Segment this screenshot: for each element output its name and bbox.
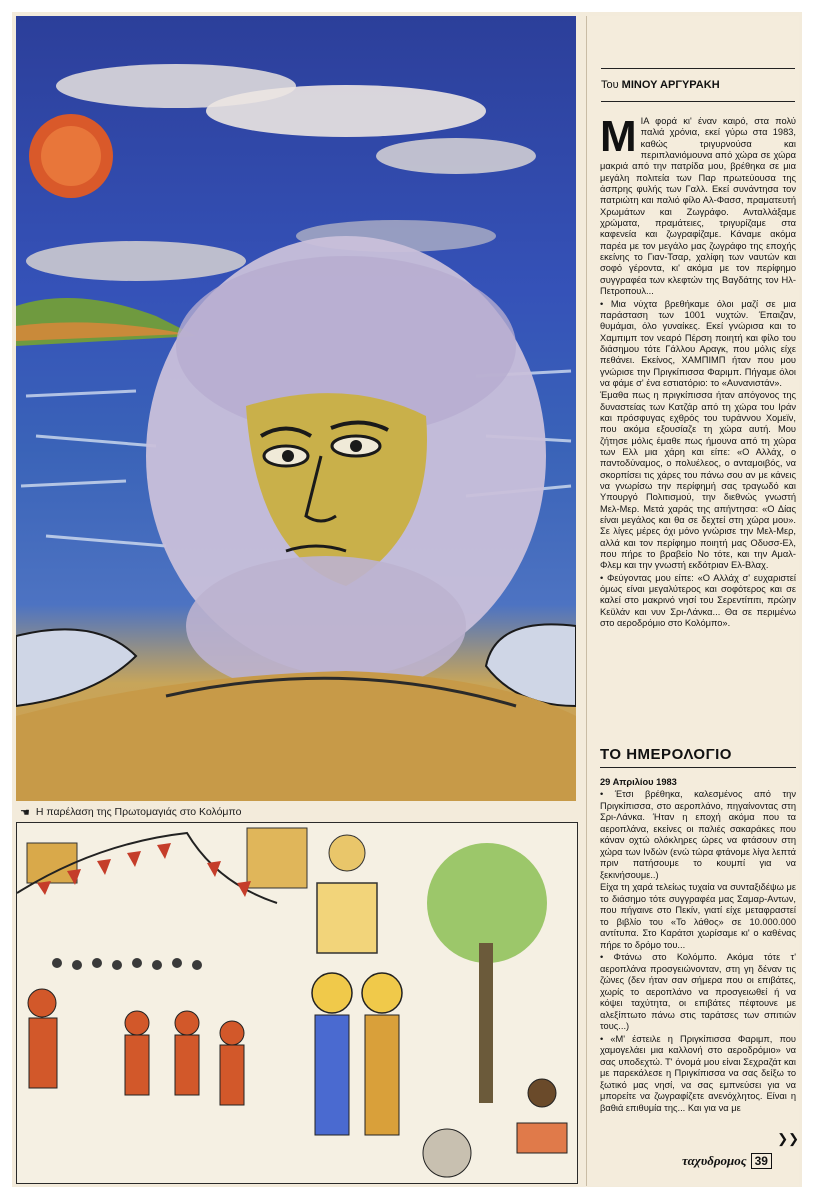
author-byline (601, 68, 795, 102)
page-number: 39 (751, 1153, 772, 1169)
drawing-may-day-parade (16, 822, 578, 1184)
page-footer (682, 1153, 772, 1169)
byline-prefix: Του (601, 79, 619, 91)
diary-paragraph: Είχα τη χαρά τελείως τυχαία να συνταξιδέψω με το διάσημο τότε συγγραφέα μας Σαμαρ-Αντων, που πήγαινε στο Πεκίν, γιατί είχε μεταφραστεί το βιβλίο του «Το λάθος» σε 10.000.000 αντίτυπα. Στο Καράτσι χωρίσαμε κι' ο καθένας πήρε το δρόμο του... (600, 882, 796, 950)
article-paragraph: • Φεύγοντας μου είπε: «Ο Αλλάχ σ' ευχαριστεί όμως είναι μεγαλύτερος και σοφότερος και σε καλεί στο μακρινό νησί του Σερεντίπιτι, πρώην Κεϋλάν και νυν Σρι-Λάνκα... Θα σε περιμένω στο αεροδρόμιο στο Κολόμπο». (600, 572, 796, 629)
pointing-hand-icon: ☚ (20, 806, 30, 819)
diary-paragraph: • «Μ' έστειλε η Πριγκίπισσα Φαριμπ, που χαμογελάει μια καλλονή στο αεροδρόμιο» να σας υποδεχτώ. Τ' όνομά μου είναι Σεχραζάτ και με παρεκάλεσε η Πριγκίπισσα να σας δείξω το ξωτικό μας νησί, να σας εμπνεύσει για να μπορείτε να ζωγραφίζετε ανενόχλητος. Είναι η βαθιά επιθυμία της... Και για να με (600, 1033, 796, 1113)
article-paragraph: • Μια νύχτα βρεθήκαμε όλοι μαζί σε μια παράσταση των 1001 νυχτών. Έπαιζαν, θυμάμαι, όλο γυναίκες. Εκεί γνώρισα και το Χαμπιμπ τον νεαρό Πέρση ποιητή και φίλο του διάσημου τότε Γάλλου Αραγκ, που μόλις είχε πεθάνει. Εκείνος, ΧΑΜΠΙΜΠ ήταν που μου γνώρισε την Πριγκίπισσα Φαριμπ. Πήγαμε όλοι να φάμε σ' ένα εστιατόριο: το «Αυνανιστάν». (600, 298, 796, 388)
diary-heading: ΤΟ ΗΜΕΡΟΛΟΓΙΟ (600, 746, 796, 768)
article-paragraph: ΙΑ φορά κι' έναν καιρό, στα πολύ παλιά χρόνια, εκεί γύρω στα 1983, καθώς τριγυρνούσα και περιπλανιόμουνα από χώρα σε χώρα μακριά από την πατρίδα μου, βρέθηκα σε μια μεγάλη πολιτεία των Παρ πρωτεύουσα της άσπρης φυλής των Γαλλ. Εκεί συνάντησα τον πατριώτη και παλιό φίλο Αλ-Φασσ, πραματευτή Χρωμάτων και Ζωγράφο. Ανταλλάξαμε χρώματα, πραμάτειες, τριγυρίζαμε στα καφενεία και ζωγραφίζαμε. Κάναμε ακόμα παρέα με τον μεγάλο μας ζωγράφο της εποχής εκείνης το Γιαν-Τσαρ, χαλίφη των ναυτών και σοφό γέροντα, κι' ακόμα με τον περίφημο συγγραφέα των κλεφτών της Βαγδάτης τον Ηλ-Πετροπουλ... (600, 116, 796, 297)
article-body (600, 112, 796, 630)
author-name: ΜΙΝΟΥ ΑΡΓΥΡΑΚΗ (621, 79, 720, 91)
article-paragraph: Έμαθα πως η πριγκίπισσα ήταν απόγονος της δυναστείας των Κατζάρ από τη χώρα του Ιράν και πρόσφυγας εχθρός του τυράννου Χομεϊν, που ακόμα εξουσίαζε τη χώρα αυτή. Μου ζήτησε μόλις έμαθε πως ήμουνα από τη χώρα των Ελλ μια χάρη και είπε: «Ο Αλλάχ, ο παντοδύναμος, ο πολυέλεος, ο ανταμοιβός, να σκορπίσει τις χάρες του πάνω σου αν με κάνεις να γνωρίσω την περίφημή σας τραγωδό και Υπουργό Πολιτισμού, την διεθνώς γνωστή Μελ-Μερ. Μετά χαράς της απήντησα: «Ο Δίας είναι μεγάλος και θα σε δεχτεί στη χώρα μου». Σε λίγες μέρες όχι μόνο γνώρισε την Μελ-Μερ, αλλά και τον περίφημο ποιητή μας Οδυσσ-Ελ, που πήρε το βραβείο Νο τότε, και την Αμαλ-Φλεμ και την γνωστή εκδότριαν Ελ-Βλαχ. (600, 390, 796, 571)
diary-paragraph: • Έτσι βρέθηκα, καλεσμένος από την Πριγκίπισσα, στο αεροπλάνο, πηγαίνοντας στη Σρι-Λάνκα. Ήταν η εποχή ακόμα που τα αεροπλάνα, εκείνες οι παλιές σακαράκες που κάναν οχτώ ολόκληρες ώρες να φτάσουν στη χώρα των Ινδών (ενώ τώρα φτάνομε λίγα λεπτά πριν πατήσουμε το κουμπί για να ξεκινήσουμε..) (600, 789, 796, 880)
diary-date: 29 Απριλίου 1983 (600, 777, 677, 787)
drop-cap: Μ (600, 112, 637, 161)
diary-paragraph: • Φτάνω στο Κολόμπο. Ακόμα τότε τ' αεροπλάνα προσγειώνονταν, στη γη δέναν τις ζώνες (δεν ήταν σαν σήμερα που οι επιβάτες, χωρίς το αεροπλάνο να προσγειωθεί ή να κόψει ταχύτητα, οι επιβάτες πέφτουνε με αλεξίπτωτο πάνω στις ταράτσες των σπιτιών τους...) (600, 952, 796, 1031)
magazine-name: ταχυδρομος (682, 1153, 747, 1168)
continue-arrow-icon: ❯❯ (777, 1131, 799, 1146)
illustration-caption (20, 804, 241, 820)
painting-bearded-face (16, 16, 576, 801)
caption-text: Η παρέλαση της Πρωτομαγιάς στο Κολόμπο (35, 806, 242, 818)
diary-body (600, 789, 796, 1115)
